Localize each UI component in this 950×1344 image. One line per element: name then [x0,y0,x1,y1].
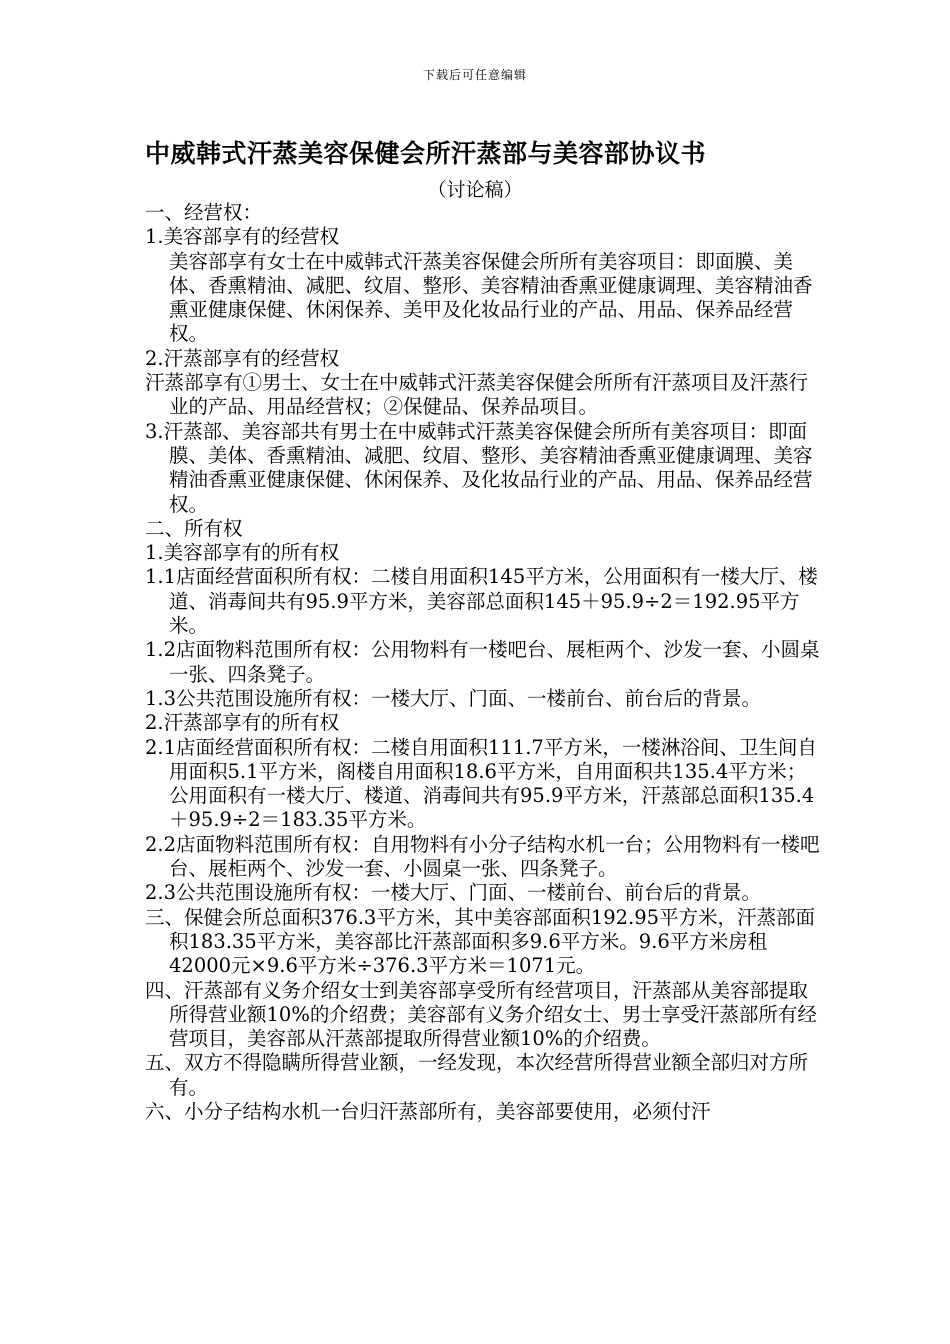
paragraph-sauna-operating-rights: 汗蒸部享有①男士、女士在中威韩式汗蒸美容保健会所所有汗蒸项目及汗蒸行业的产品、用品经营权；②保健品、保养品项目。 [145,371,809,419]
subheading-sauna-ownership: 2.汗蒸部享有的所有权 [145,711,340,735]
section-total-area: 三、保健会所总面积376.3平方米，其中美容部面积192.95平方米，汗蒸部面积183.35平方米，美容部比汗蒸部面积多9.6平方米。9.6平方米房租42000元×9.6平方米÷376.3平方米＝1071元。 [145,905,816,978]
section-heading-ownership: 二、所有权 [145,516,243,540]
section-concealment-penalty: 五、双方不得隐瞒所得营业额，一经发现，本次经营所得营业额全部归对方所有。 [145,1051,809,1099]
paragraph-sauna-facilities-ownership: 2.3公共范围设施所有权：一楼大厅、门面、一楼前台、前台后的背景。 [145,881,762,905]
document-title: 中威韩式汗蒸美容保健会所汗蒸部与美容部协议书 [145,139,707,168]
subheading-beauty-ownership: 1.美容部享有的所有权 [145,541,340,565]
paragraph-sauna-materials-ownership: 2.2店面物料范围所有权：自用物料有小分子结构水机一台；公用物料有一楼吧台、展柜两个、沙发一套、小圆桌一张、四条凳子。 [145,832,820,881]
paragraph-sauna-area-ownership: 2.1店面经营面积所有权：二楼自用面积111.7平方米，一楼淋浴间、卫生间自用面积5.1平方米，阁楼自用面积18.6平方米，自用面积共135.4平方米；公用面积有一楼大厅、楼道、消毒间共有95.9平方米，汗蒸部总面积135.4＋95.9÷2＝183.35平方米。 [145,735,817,832]
section-water-machine: 六、小分子结构水机一台归汗蒸部所有，美容部要使用，必须付汗 [145,1099,711,1123]
section-heading-operating-rights: 一、经营权： [145,201,263,224]
paragraph-shared-operating-rights: 3.汗蒸部、美容部共有男士在中威韩式汗蒸美容保健会所所有美容项目：即面膜、美体、香熏精油、减肥、纹眉、整形、美容精油香熏亚健康调理、美容精油香熏亚健康保健、休闲保养、及化妆品行业的产品、用品、保养品经营权。 [145,419,813,516]
page-header-note: 下载后可任意编辑 [422,68,527,82]
paragraph-beauty-operating-rights: 美容部享有女士在中威韩式汗蒸美容保健会所所有美容项目：即面膜、美体、香熏精油、减肥、纹眉、整形、美容精油香熏亚健康调理、美容精油香熏亚健康保健、休闲保养、美甲及化妆品行业的产品、用品、保养品经营权。 [169,249,813,346]
section-referral-fees: 四、汗蒸部有义务介绍女士到美容部享受所有经营项目，汗蒸部从美容部提取所得营业额10%的介绍费；美容部有义务介绍女士、男士享受汗蒸部所有经营项目，美容部从汗蒸部提取所得营业额10%的介绍费。 [145,978,817,1051]
subheading-sauna-operating-rights: 2.汗蒸部享有的经营权 [145,346,340,370]
subheading-beauty-operating-rights: 1.美容部享有的经营权 [145,225,340,249]
paragraph-beauty-facilities-ownership: 1.3公共范围设施所有权：一楼大厅、门面、一楼前台、前台后的背景。 [145,686,762,710]
paragraph-beauty-materials-ownership: 1.2店面物料范围所有权：公用物料有一楼吧台、展柜两个、沙发一套、小圆桌一张、四条凳子。 [145,638,820,686]
document-subtitle: （讨论稿） [427,179,523,201]
document-body [145,201,825,1124]
paragraph-beauty-area-ownership: 1.1店面经营面积所有权：二楼自用面积145平方米，公用面积有一楼大厅、楼道、消毒间共有95.9平方米，美容部总面积145＋95.9÷2＝192.95平方米。 [145,565,818,638]
